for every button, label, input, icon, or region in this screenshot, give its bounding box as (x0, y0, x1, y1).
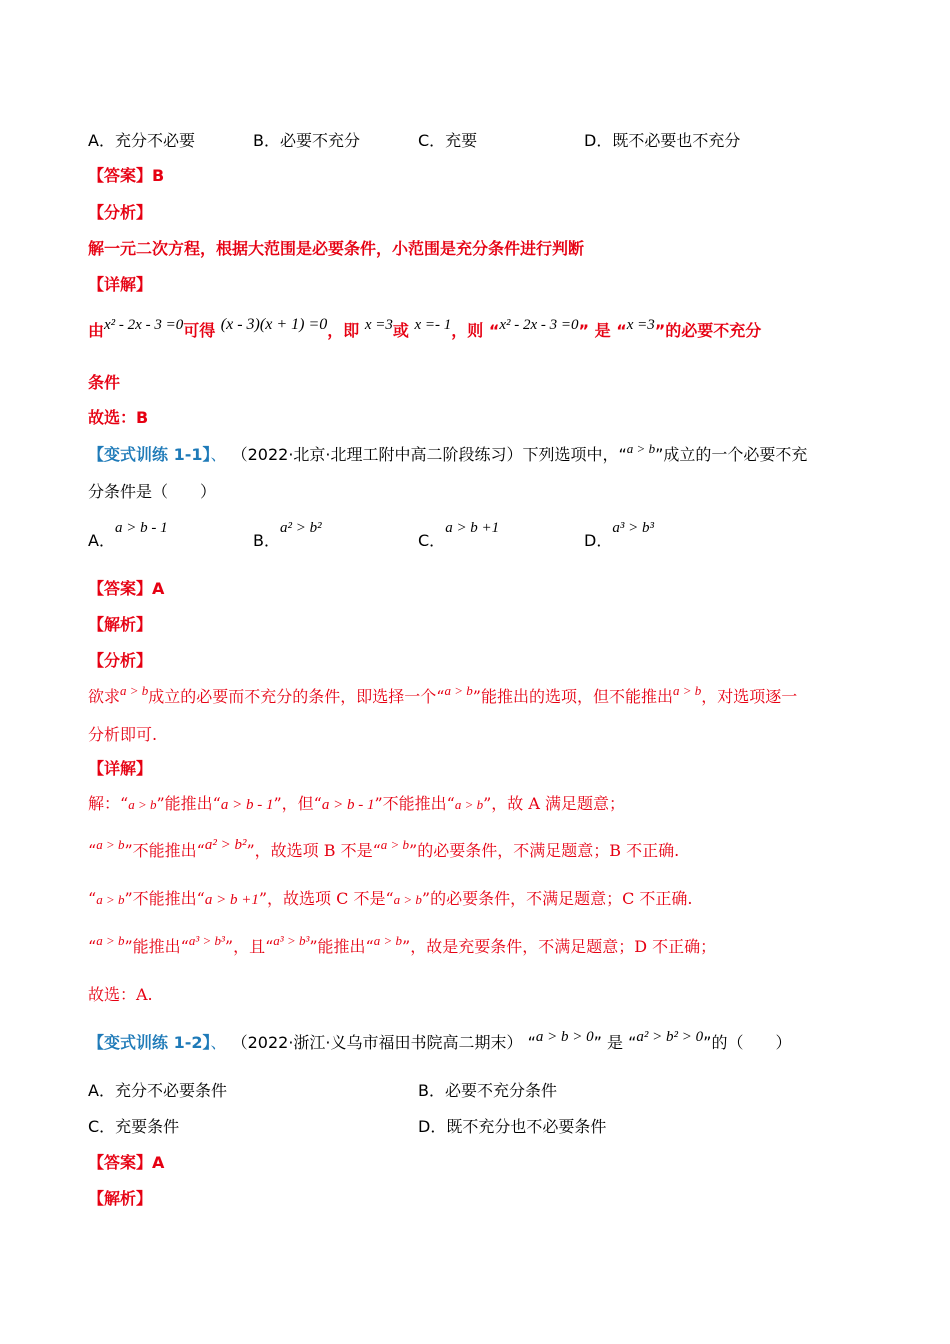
option-c: C．a > b +1 (418, 520, 500, 550)
detail-text: ，即 (327, 321, 360, 340)
detail-text: 是 (594, 321, 617, 340)
detail-line-1: 解：“a > b”能推出“a > b - 1”，但“a > b - 1”不能推出“a > b”，故 A 满足题意； (88, 794, 626, 813)
condition: a > b > 0 (535, 1029, 594, 1045)
detail-text: 或 (392, 321, 409, 340)
option-d: D．a³ > b³ (584, 520, 654, 550)
question-text: 成立的一个必要不充 (663, 445, 808, 464)
option-a: A．a > b - 1 (88, 520, 168, 550)
option-b: B．必要不充分 (253, 131, 360, 150)
option-a: A．充分不必要条件 (88, 1081, 227, 1100)
detail-line-3: “a > b”不能推出“a > b +1”，故选项 C 不是“a > b”的必要条件，不满足题意；C 不正确. (88, 889, 693, 908)
detail-label: 【详解】 (88, 759, 153, 778)
answer-label: 【答案】A (88, 1153, 165, 1172)
equation: x² - 2x - 3 =0 (499, 317, 579, 333)
option-b: B．a² > b² (253, 520, 322, 550)
variant-sep: 、 (210, 1033, 227, 1052)
analysis-line-1: 欲求$^{a > b}$成立的必要而不充分的条件，即选择一个“$^{a > b}$”能推出的选项，但不能推出$^{a > b}$，对选项逐一 (88, 683, 798, 706)
choose-text: 故选：B (88, 408, 149, 427)
analysis-line-2: 分析即可. (88, 725, 158, 744)
question-text: 的（ ） (711, 1033, 792, 1052)
detail-line-4: “$^{a > b}$”能推出“$^{a^3 > b^3}$”，且“$^{a^3 > b^3}$”能推出“$^{a > b}$”，故是充要条件，不满足题意；D 不正确； (88, 933, 717, 956)
equation: x =3 (364, 317, 393, 333)
equation: (x - 3)(x + 1) =0 (220, 316, 328, 333)
question-source: （2022·北京·北理工附中高二阶段练习）下列选项中， (231, 445, 619, 464)
detail-text: 由 (88, 321, 105, 340)
equation: x =- 1 (414, 317, 452, 333)
answer-label: 【答案】A (88, 579, 165, 598)
quote: “ (488, 321, 500, 340)
jiexi-label: 【解析】 (88, 1189, 153, 1208)
detail-text: 可得 (183, 321, 216, 340)
choose-text: 故选：A. (88, 985, 153, 1004)
quote: ” (654, 321, 666, 340)
quote: “ (616, 321, 627, 340)
detail-line-2: “$^{a > b}$”不能推出“a² > b²”，故选项 B 不是“$^{a > b}$”的必要条件，不满足题意；B 不正确. (88, 837, 680, 860)
equation: x² - 2x - 3 =0 (104, 317, 184, 333)
detail-label: 【详解】 (88, 275, 153, 294)
condition: a² > b² > 0 (636, 1029, 704, 1045)
option-d: D．既不充分也不必要条件 (418, 1117, 607, 1136)
detail-text: ，则 (451, 321, 484, 340)
condition: a > b (626, 441, 656, 456)
answer-label: 【答案】B (88, 166, 165, 185)
detail-line-2: 条件 (88, 373, 121, 392)
variant-1-2-question: 【变式训练 1-2】、 （2022·浙江·义乌市福田书院高二期末） “a > b > 0” 是 “a² > b² > 0”的（ ） (88, 1029, 792, 1052)
option-a: A．充分不必要 (88, 131, 195, 150)
variant-tag: 【变式训练 1-2】 (88, 1033, 211, 1052)
option-c: C．充要条件 (88, 1117, 180, 1136)
option-d: D．既不必要也不充分 (584, 131, 741, 150)
equation: x =3 (626, 317, 655, 333)
variant-1-1-question: 【变式训练 1-1】、 （2022·北京·北理工附中高二阶段练习）下列选项中，“$^{a > b}$”成立的一个必要不充 (88, 441, 808, 464)
analysis-label: 【分析】 (88, 203, 153, 222)
variant-tag: 【变式训练 1-1】 (88, 445, 211, 464)
jiexi-label: 【解析】 (88, 615, 153, 634)
option-c: C．充要 (418, 131, 478, 150)
variant-1-1-question-line2: 分条件是（ ） (88, 482, 217, 501)
analysis-label: 【分析】 (88, 651, 153, 670)
detail-line-1 (88, 318, 761, 341)
option-b: B．必要不充分条件 (418, 1081, 557, 1100)
detail-text: 的必要不充分 (665, 321, 762, 340)
quote: ” (578, 321, 590, 340)
question-source: （2022·浙江·义乌市福田书院高二期末） (231, 1033, 523, 1052)
analysis-text: 解一元二次方程，根据大范围是必要条件，小范围是充分条件进行判断 (88, 239, 585, 258)
variant-sep: 、 (210, 445, 227, 464)
